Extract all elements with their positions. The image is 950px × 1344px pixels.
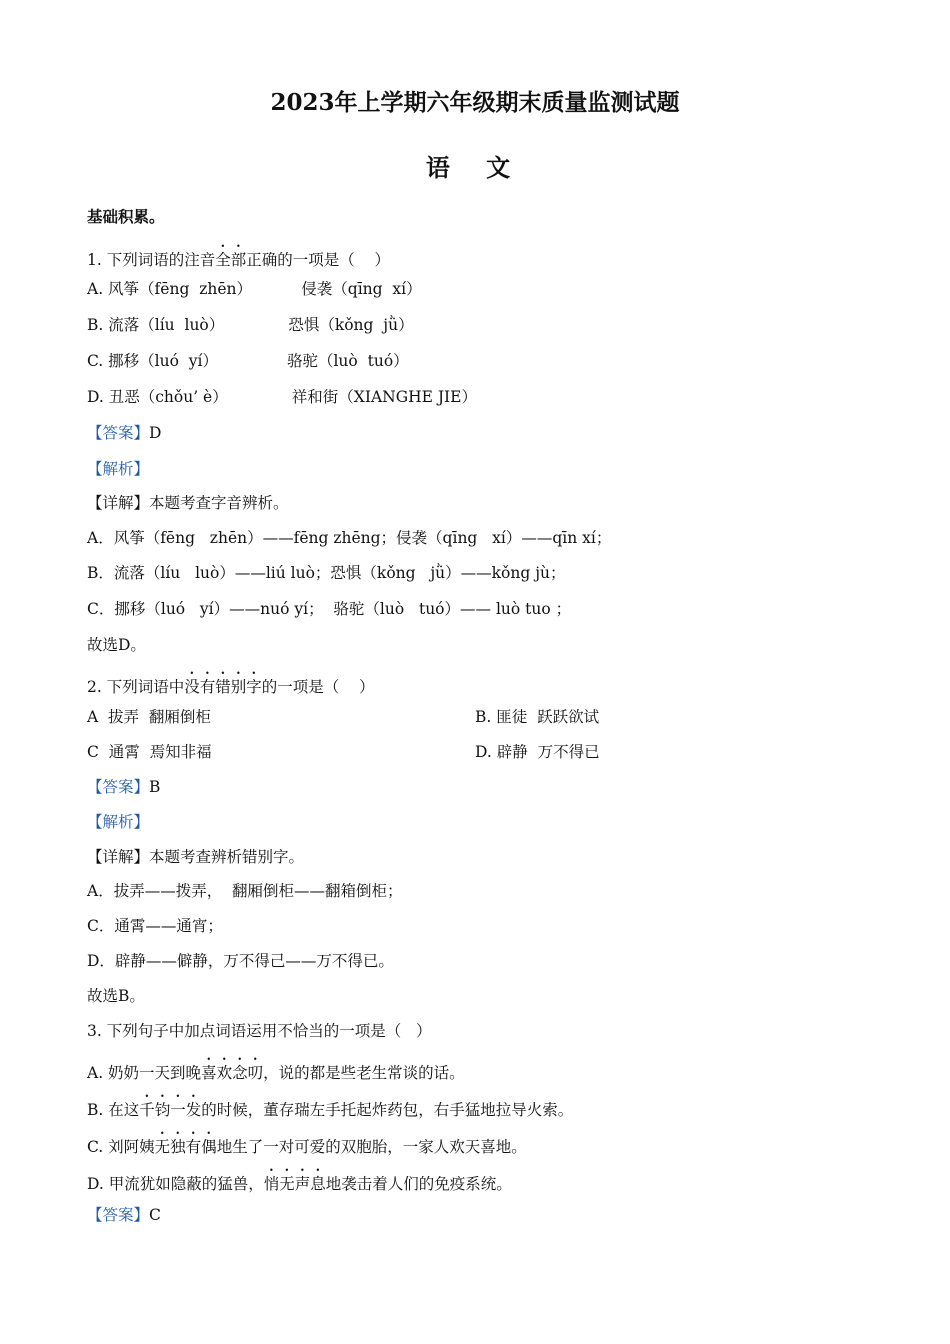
q2-analysis-tag: 【解析】: [87, 813, 150, 831]
q1-stem-pre: 1. 下列词语的注音: [87, 251, 216, 269]
q2-explain-a: A．拔弄——拨弄， 翻厢倒柜——翻箱倒柜；: [87, 882, 403, 900]
q2-conclusion: 故选B。: [87, 987, 145, 1005]
q3-answer: [87, 1204, 161, 1226]
q3-c-pre: C. 刘阿姨: [87, 1138, 155, 1156]
q2-explain-c: C．通霄——通宵；: [87, 917, 223, 935]
q2-stem-pre: 2. 下列词语中: [87, 678, 185, 696]
q2-stem-post: 的一项是（ ）: [261, 678, 375, 696]
q3-d-dotted: 悄无声息: [263, 1175, 326, 1193]
q1-answer: [87, 422, 161, 444]
q1-conclusion: 故选D。: [87, 636, 146, 654]
q1-option-d: D. 丑恶（chǒu’ è） 祥和街（XIANGHE JIE）: [87, 388, 477, 406]
q3-b-dotted: 千钧一发: [139, 1101, 202, 1119]
q3-option-b: [87, 1092, 573, 1121]
q1-explain-b: B．流落（líu luò）——liú luò；恐惧（kǒng jǜ）——kǒng jù；: [87, 564, 566, 582]
page-title: 2023年上学期六年级期末质量监测试题: [270, 89, 680, 116]
q3-a-post: ，说的都是些老生常谈的话。: [263, 1064, 465, 1082]
q1-explain-c: C．挪移（luó yí）——nuó yí； 骆驼（luò tuó）—— luò tuo ；: [87, 600, 572, 618]
q3-option-c: [87, 1129, 527, 1158]
q1-analysis-tag: 【解析】: [87, 460, 150, 478]
q3-c-post: 地生了一对可爱的双胞胎，一家人欢天喜地。: [216, 1138, 527, 1156]
q2-detail: [87, 846, 304, 868]
q3-a-dotted: 喜欢念叨: [201, 1064, 264, 1082]
q2-answer: [87, 776, 160, 798]
q1-option-c: C. 挪移（luó yí） 骆驼（luò tuó）: [87, 352, 409, 370]
q1-option-b: B. 流落（líu luò） 恐惧（kǒng jǜ）: [87, 316, 414, 334]
q2-option-d: D. 辟静 万不得已: [475, 743, 600, 761]
q3-d-post: 地袭击着人们的免疫系统。: [325, 1175, 512, 1193]
q2-option-b: B. 匪徒 跃跃欲试: [475, 708, 600, 726]
q2-stem-dotted: 没有错别字: [184, 678, 262, 696]
q2-option-a: A 拔弄 翻厢倒柜: [87, 708, 211, 726]
q1-answer-value: D: [149, 424, 162, 442]
q3-option-a: [87, 1055, 465, 1084]
q3-stem: 3. 下列句子中加点词语运用不恰当的一项是（ ）: [87, 1022, 432, 1040]
q1-explain-a: A．风筝（fēng zhēn）——fēng zhēng；侵袭（qīng xí）——qīn xí；: [87, 529, 612, 547]
q1-stem-dotted: 全部: [215, 251, 247, 269]
section-heading: 基础积累。: [87, 207, 165, 226]
answer-tag: 【答案】: [87, 778, 150, 796]
q1-stem-post: 正确的一项是（ ）: [246, 251, 390, 269]
q1-detail: [87, 492, 289, 514]
q1-detail-text: 本题考查字音辨析。: [149, 494, 289, 512]
q3-option-d: [87, 1166, 512, 1195]
q3-answer-value: C: [149, 1206, 161, 1224]
q3-c-dotted: 无独有偶: [154, 1138, 217, 1156]
q2-stem: [87, 669, 374, 698]
q2-option-c: C 通霄 焉知非福: [87, 743, 212, 761]
q2-answer-value: B: [149, 778, 161, 796]
detail-tag: 【详解】: [87, 848, 150, 866]
answer-tag: 【答案】: [87, 424, 150, 442]
q3-b-pre: B. 在这: [87, 1101, 140, 1119]
subject-title: 语 文: [425, 153, 525, 182]
q3-a-pre: A. 奶奶一天到晚: [87, 1064, 202, 1082]
q2-explain-d: D．辟静——僻静，万不得己——万不得已。: [87, 952, 394, 970]
q3-d-pre: D. 甲流犹如隐蔽的猛兽，: [87, 1175, 264, 1193]
detail-tag: 【详解】: [87, 494, 150, 512]
q2-detail-text: 本题考查辨析错别字。: [149, 848, 305, 866]
q1-stem: [87, 242, 390, 271]
q3-b-post: 的时候，董存瑞左手托起炸药包，右手猛地拉导火索。: [201, 1101, 574, 1119]
q1-option-a: A. 风筝（fēng zhēn） 侵袭（qīng xí）: [87, 280, 422, 298]
answer-tag: 【答案】: [87, 1206, 150, 1224]
